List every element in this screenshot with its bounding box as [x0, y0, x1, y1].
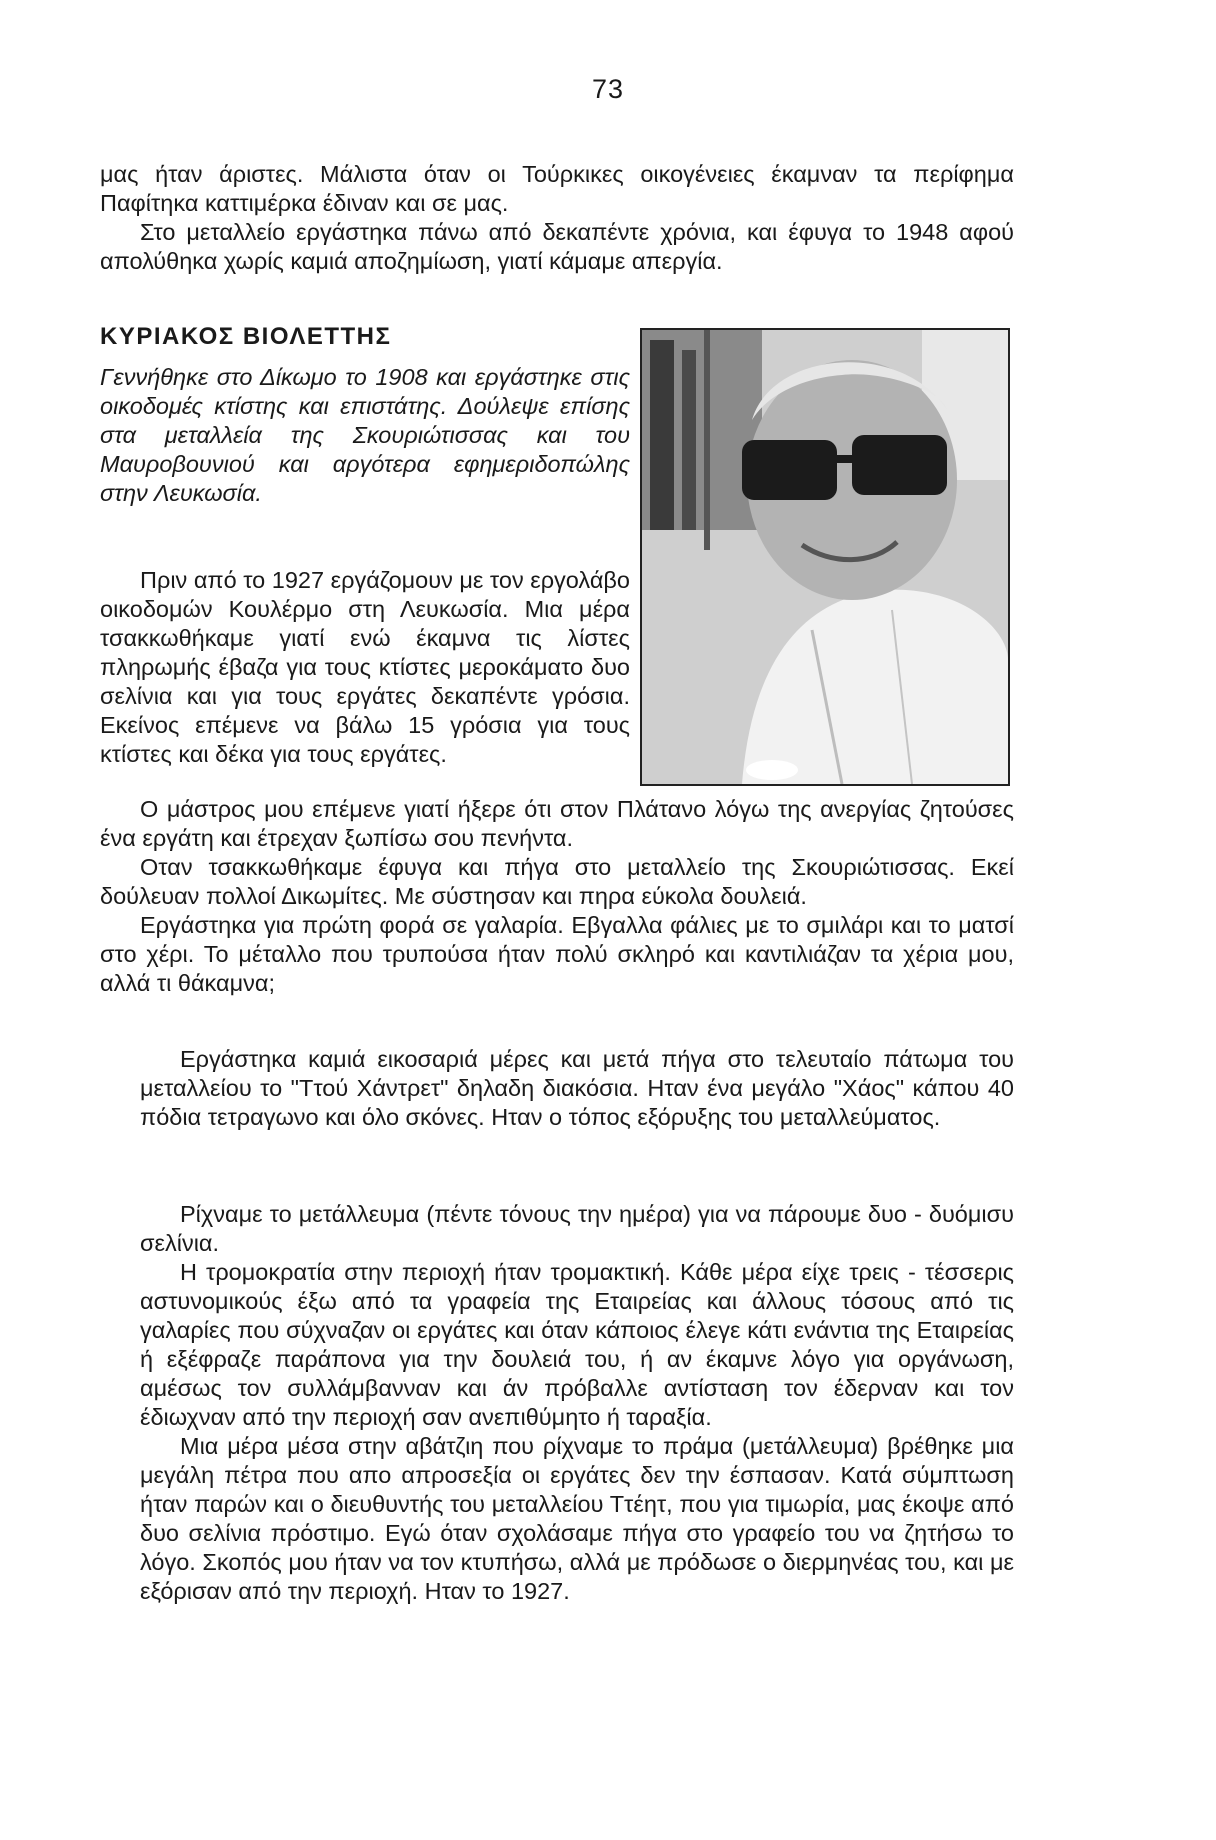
body-text-2: [140, 1045, 1014, 1132]
body-text-3: [140, 1200, 1014, 1606]
section-title: ΚΥΡΙΑΚΟΣ ΒΙΟΛΕΤΤΗΣ: [100, 323, 392, 350]
intro-paragraph-2: Στο μεταλλείο εργάστηκα πάνω από δεκαπέντε χρόνια, και έφυγα το 1948 αφού απολύθηκα χωρίς καμιά αποζημίωση, γιατί κάμαμε απεργία.: [100, 219, 1014, 274]
body-paragraph-7: Μια μέρα μέσα στην αβάτζιη που ρίχναμε το πράμα (μετάλλευμα) βρέθηκε μια μεγάλη πέτρα που απο απροσεξία οι εργάτες δεν την έσπασαν. Κατά σύμπτωση ήταν παρών και ο διευθυντής του μεταλλείου Ττέητ, που για τιμωρία, μας έκοψε από δυο σελίνια πρόστιμο. Εγώ όταν σχολάσαμε πήγα στο γραφείο του να ζητήσω το λόγο. Σκοπός μου ήταν να τον κτυπήσω, αλλά με πρόδωσε ο διερμηνέας του, και με εξόρισαν από την περιοχή. Ηταν το 1927.: [140, 1433, 1014, 1604]
bio-paragraph: Γεννήθηκε στο Δίκωμο το 1908 και εργάστηκε στις οικοδομές κτίστης και επιστάτης. Δούλεψε επίσης στα μεταλλεία της Σκουριώτισσας και του Μαυροβουνιού και αργότερα εφημεριδοπώλης στην Λευκωσία.: [100, 364, 630, 506]
page-number: 73: [591, 74, 625, 104]
side-text: [100, 566, 630, 769]
portrait-photo: [640, 328, 1010, 786]
bio-text: [100, 363, 630, 508]
body-paragraph-3: Εργάστηκα για πρώτη φορά σε γαλαρία. Εβγαλλα φάλιες με το σμιλάρι και το ματσί στο χέρι. Το μέταλλο που τρυπούσα ήταν πολύ σκληρό και καντιλιάζαν τα χέρια μου, αλλά τι θάκαμνα;: [100, 912, 1014, 996]
side-paragraph: Πριν από το 1927 εργάζομουν με τον εργολάβο οικοδομών Κουλέρμο στη Λευκωσία. Μια μέρα τσακκωθήκαμε γιατί ενώ έκαμνα τις λίστες πληρωμής έβαζα για τους κτίστες μεροκάματο δυο σελίνια και για τους εργάτες δεκαπέντε γρόσια. Εκείνος επέμενε να βάλω 15 γρόσια για τους κτίστες και δέκα για τους εργάτες.: [100, 567, 631, 767]
intro-text: [100, 160, 1014, 276]
body-paragraph-5: Ρίχναμε το μετάλλευμα (πέντε τόνους την ημέρα) για να πάρουμε δυο - δυόμισυ σελίνια.: [140, 1201, 1014, 1256]
intro-paragraph-1: μας ήταν άριστες. Μάλιστα όταν οι Τούρκικες οικογένειες έκαμναν τα περίφημα Παφίτηκα καττιμέρκα έδιναν και σε μας.: [100, 161, 1014, 216]
body-paragraph-4: Εργάστηκα καμιά εικοσαριά μέρες και μετά πήγα στο τελευταίο πάτωμα του μεταλλείου το "Ττού Χάντρετ" δηλαδη διακόσια. Ηταν ένα μεγάλο "Χάος" κάπου 40 πόδια τετραγωνο και όλο σκόνες. Ηταν ο τόπος εξόρυξης του μεταλλεύματος.: [140, 1046, 1014, 1130]
body-text-1: [100, 795, 1014, 998]
portrait-image: [642, 330, 1008, 784]
body-paragraph-2: Οταν τσακκωθήκαμε έφυγα και πήγα στο μεταλλείο της Σκουριώτισσας. Εκεί δούλευαν πολλοί Δικωμίτες. Με σύστησαν και πηρα εύκολα δουλειά.: [100, 854, 1014, 909]
body-paragraph-6: Η τρομοκρατία στην περιοχή ήταν τρομακτική. Κάθε μέρα είχε τρεις - τέσσερις αστυνομικούς έξω από τα γραφεία της Εταιρείας και άλλους τόσους από τις γαλαρίες που σύχναζαν οι εργάτες και όταν κάποιος έλεγε κάτι ενάντια της Εταιρείας ή εξέφραζε παράπονα για την δουλειά του, ή αν έκαμνε λόγο για οργάνωση, αμέσως τον συλλάμβανναν και άν πρόβαλλε αντίσταση τον έδερναν και τον έδιωχναν από την περιοχή σαν ανεπιθύμητο ή ταραξία.: [140, 1259, 1014, 1430]
body-paragraph-1: Ο μάστρος μου επέμενε γιατί ήξερε ότι στον Πλάτανο λόγω της ανεργίας ζητούσες ένα εργάτη και έτρεχαν ξωπίσω σου πενήντα.: [100, 796, 1014, 851]
